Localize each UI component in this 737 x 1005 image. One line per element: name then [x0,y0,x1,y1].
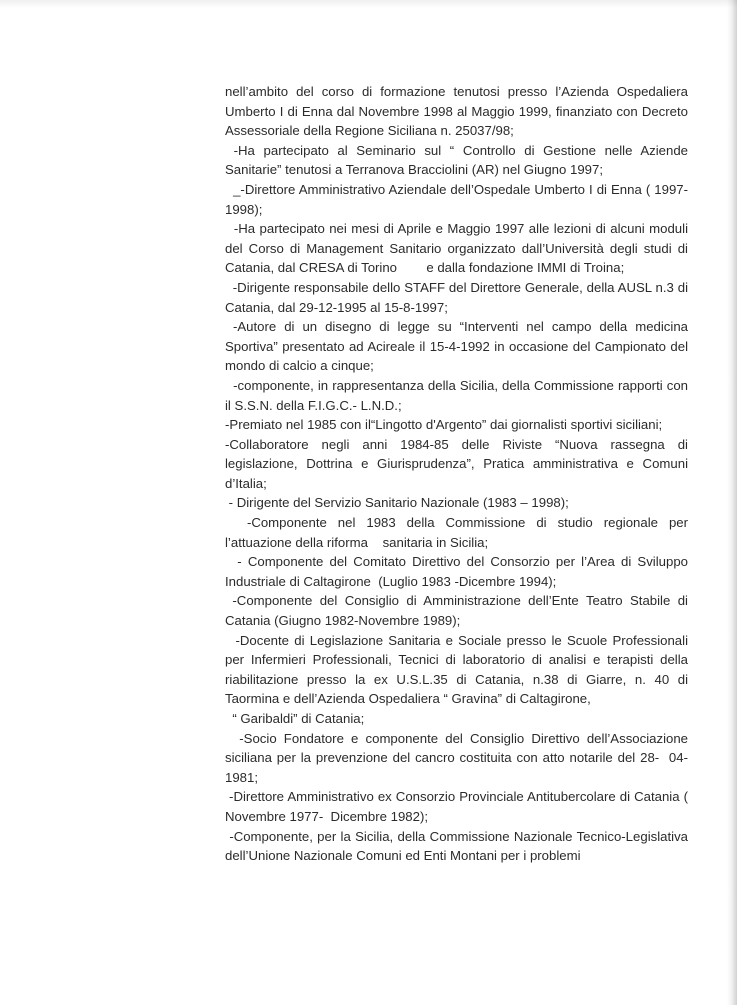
paragraph-7: -componente, in rappresentanza della Sicilia, della Commissione rapporti con il S.S.N. della F.I.G.C.- L.N.D.; [225,377,692,413]
paragraph-1: nell’ambito del corso di formazione tenutosi presso l’Azienda Ospedaliera Umberto I di Enna dal Novembre 1998 al Maggio 1999, finanziato con Decreto Assessoriale della Regione Siciliana n. 25037/98; [225,84,692,139]
paragraph-8: -Premiato nel 1985 con il“Lingotto d'Argento” dai giornalisti sportivi siciliani; [225,417,663,433]
paragraph-13: -Componente del Consiglio di Amministrazione dell’Ente Teatro Stabile di Catania (Giugno 1982-Novembre 1989); [225,593,692,629]
page-edge-shadow [727,0,737,1005]
paragraph-17: -Componente, per la Sicilia, della Commissione Nazionale Tecnico-Legislativa dell’Unione Nazionale Comuni ed Enti Montani per i problemi [225,828,692,864]
paragraph-4: -Ha partecipato nei mesi di Aprile e Maggio 1997 alle lezioni di alcuni moduli del Corso di Management Sanitario organizzato dall’Università degli studi di Catania, dal CRESA di Torino e dalla fondazione IMMI di Troina; [225,221,692,276]
paragraph-2: -Ha partecipato al Seminario sul “ Controllo di Gestione nelle Aziende Sanitarie” tenutosi a Terranova Bracciolini (AR) nel Giugno 1997; [225,142,692,178]
paragraph-6: -Autore di un disegno di legge su “Interventi nel campo della medicina Sportiva” presentato ad Acireale il 15-4-1992 in occasione del Campionato del mondo di calcio a cinque; [225,319,692,374]
paragraph-3: _-Direttore Amministrativo Aziendale dell’Ospedale Umberto I di Enna ( 1997-1998); [225,181,689,217]
cv-text-block [225,82,696,866]
paragraph-14: -Docente di Legislazione Sanitaria e Sociale presso le Scuole Professionali per Infermieri Professionali, Tecnici di laboratorio di analisi e terapisti della riabilitazione presso la ex U.S.L.35 di Catania, n.38 di Giarre, n. 40 di Taormina e dell’Azienda Ospedaliera “ Gravina” di Caltagirone, “ Garibaldi” di Catania; [225,632,689,726]
page-top-shadow [0,0,737,8]
paragraph-9: -Collaboratore negli anni 1984-85 delle Riviste “Nuova rassegna di legislazione, Dottrina e Giurisprudenza”, Pratica amministrativa e Comuni d’Italia; [225,436,692,491]
paragraph-10: - Dirigente del Servizio Sanitario Nazionale (1983 – 1998); [225,495,569,511]
paragraph-15: -Socio Fondatore e componente del Consiglio Direttivo dell’Associazione siciliana per la prevenzione del cancro costituita con atto notarile del 28- 04-1981; [225,730,696,785]
paragraph-5: -Dirigente responsabile dello STAFF del Direttore Generale, della AUSL n.3 di Catania, dal 29-12-1995 al 15-8-1997; [225,279,692,315]
paragraph-16: -Direttore Amministrativo ex Consorzio Provinciale Antitubercolare di Catania ( Novembre 1977- Dicembre 1982); [225,789,692,824]
paragraph-12: - Componente del Comitato Direttivo del Consorzio per l’Area di Sviluppo Industriale di Caltagirone (Luglio 1983 -Dicembre 1994); [225,554,696,589]
paragraph-11: -Componente nel 1983 della Commissione di studio regionale per l’attuazione della riforma sanitaria in Sicilia; [225,515,696,550]
